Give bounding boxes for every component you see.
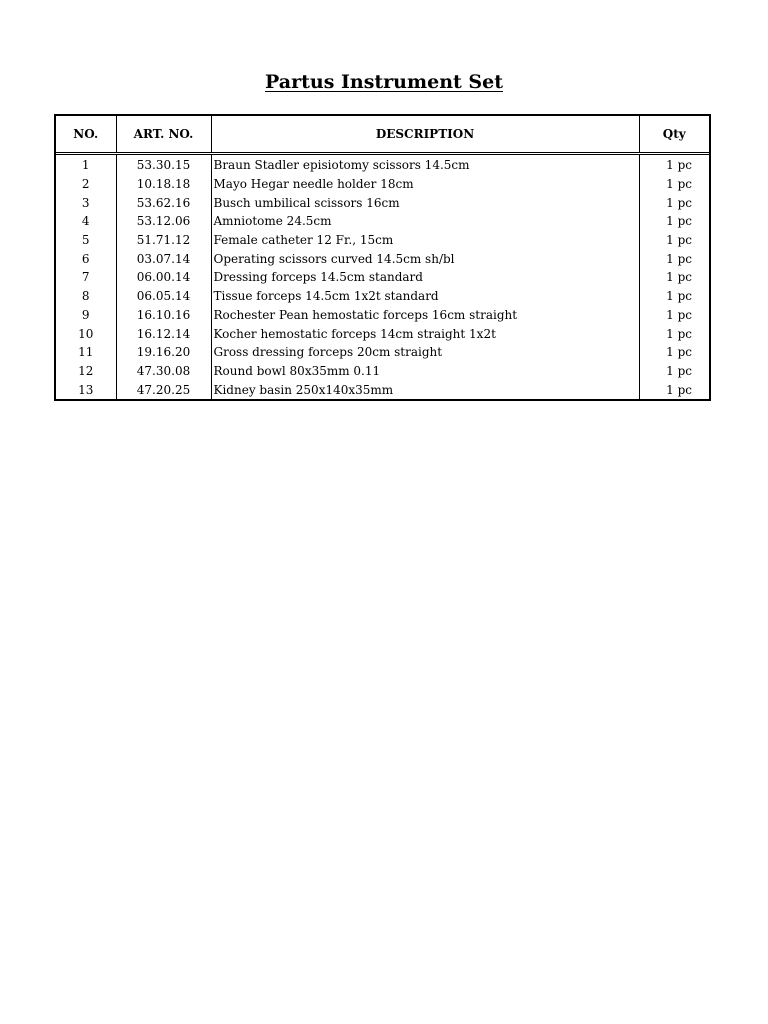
cell-description: Dressing forceps 14.5cm standard: [211, 268, 639, 287]
table-row: [56, 249, 709, 268]
table-body: [56, 154, 709, 399]
cell-no: 5: [56, 231, 116, 250]
cell-qty: 1 pc: [666, 382, 692, 397]
cell-art-no: 16.10.16: [116, 306, 211, 325]
cell-no: 9: [56, 306, 116, 325]
table-row: [56, 306, 709, 325]
cell-no: 11: [56, 343, 116, 362]
cell-no: 7: [56, 268, 116, 287]
cell-qty: 1 pc: [666, 307, 692, 322]
cell-no: 3: [56, 193, 116, 212]
cell-description: Female catheter 12 Fr., 15cm: [211, 231, 639, 250]
cell-qty: 1 pc: [666, 233, 692, 248]
cell-qty: 1 pc: [666, 214, 692, 229]
table-row: [56, 343, 709, 362]
cell-no: 1: [56, 154, 116, 175]
cell-description: Braun Stadler episiotomy scissors 14.5cm: [211, 154, 639, 175]
cell-art-no: 47.30.08: [116, 362, 211, 381]
cell-description: Busch umbilical scissors 16cm: [211, 193, 639, 212]
cell-description: Amniotome 24.5cm: [211, 212, 639, 231]
table-row: [56, 154, 709, 175]
cell-no: 13: [56, 380, 116, 399]
table-row: [56, 193, 709, 212]
table-row: [56, 362, 709, 381]
cell-art-no: 51.71.12: [116, 231, 211, 250]
cell-art-no: 53.12.06: [116, 212, 211, 231]
cell-description: Rochester Pean hemostatic forceps 16cm straight: [211, 306, 639, 325]
cell-qty: 1 pc: [666, 363, 692, 378]
cell-qty: 1 pc: [666, 326, 692, 341]
table-row: [56, 212, 709, 231]
header-no: NO.: [56, 116, 116, 154]
cell-art-no: 06.00.14: [116, 268, 211, 287]
cell-qty: 1 pc: [666, 158, 692, 173]
cell-description: Kocher hemostatic forceps 14cm straight 1x2t: [211, 324, 639, 343]
page-title: Partus Instrument Set: [265, 71, 503, 93]
page-title-container: [0, 70, 768, 94]
cell-no: 4: [56, 212, 116, 231]
cell-art-no: 53.30.15: [116, 154, 211, 175]
cell-no: 6: [56, 249, 116, 268]
instrument-table: [56, 116, 709, 399]
table-row: [56, 268, 709, 287]
cell-qty: 1 pc: [666, 195, 692, 210]
cell-description: Kidney basin 250x140x35mm: [211, 380, 639, 399]
cell-art-no: 47.20.25: [116, 380, 211, 399]
cell-art-no: 10.18.18: [116, 175, 211, 194]
table-row: [56, 231, 709, 250]
header-row: [56, 116, 709, 154]
table-row: [56, 324, 709, 343]
cell-art-no: 19.16.20: [116, 343, 211, 362]
cell-description: Gross dressing forceps 20cm straight: [211, 343, 639, 362]
cell-description: Tissue forceps 14.5cm 1x2t standard: [211, 287, 639, 306]
cell-no: 2: [56, 175, 116, 194]
cell-qty: 1 pc: [666, 345, 692, 360]
cell-qty: 1 pc: [666, 289, 692, 304]
cell-no: 12: [56, 362, 116, 381]
cell-art-no: 16.12.14: [116, 324, 211, 343]
cell-qty: 1 pc: [666, 177, 692, 192]
cell-qty: 1 pc: [666, 251, 692, 266]
table-row: [56, 175, 709, 194]
instrument-table-frame: [54, 114, 711, 401]
table-row: [56, 380, 709, 399]
cell-description: Mayo Hegar needle holder 18cm: [211, 175, 639, 194]
header-description: DESCRIPTION: [211, 116, 639, 154]
cell-no: 8: [56, 287, 116, 306]
table-row: [56, 287, 709, 306]
header-qty: Qty: [639, 116, 709, 154]
cell-qty: 1 pc: [666, 270, 692, 285]
cell-art-no: 03.07.14: [116, 249, 211, 268]
cell-no: 10: [56, 324, 116, 343]
header-art-no: ART. NO.: [116, 116, 211, 154]
table-header: [56, 116, 709, 154]
cell-art-no: 53.62.16: [116, 193, 211, 212]
cell-description: Operating scissors curved 14.5cm sh/bl: [211, 249, 639, 268]
cell-art-no: 06.05.14: [116, 287, 211, 306]
cell-description: Round bowl 80x35mm 0.11: [211, 362, 639, 381]
